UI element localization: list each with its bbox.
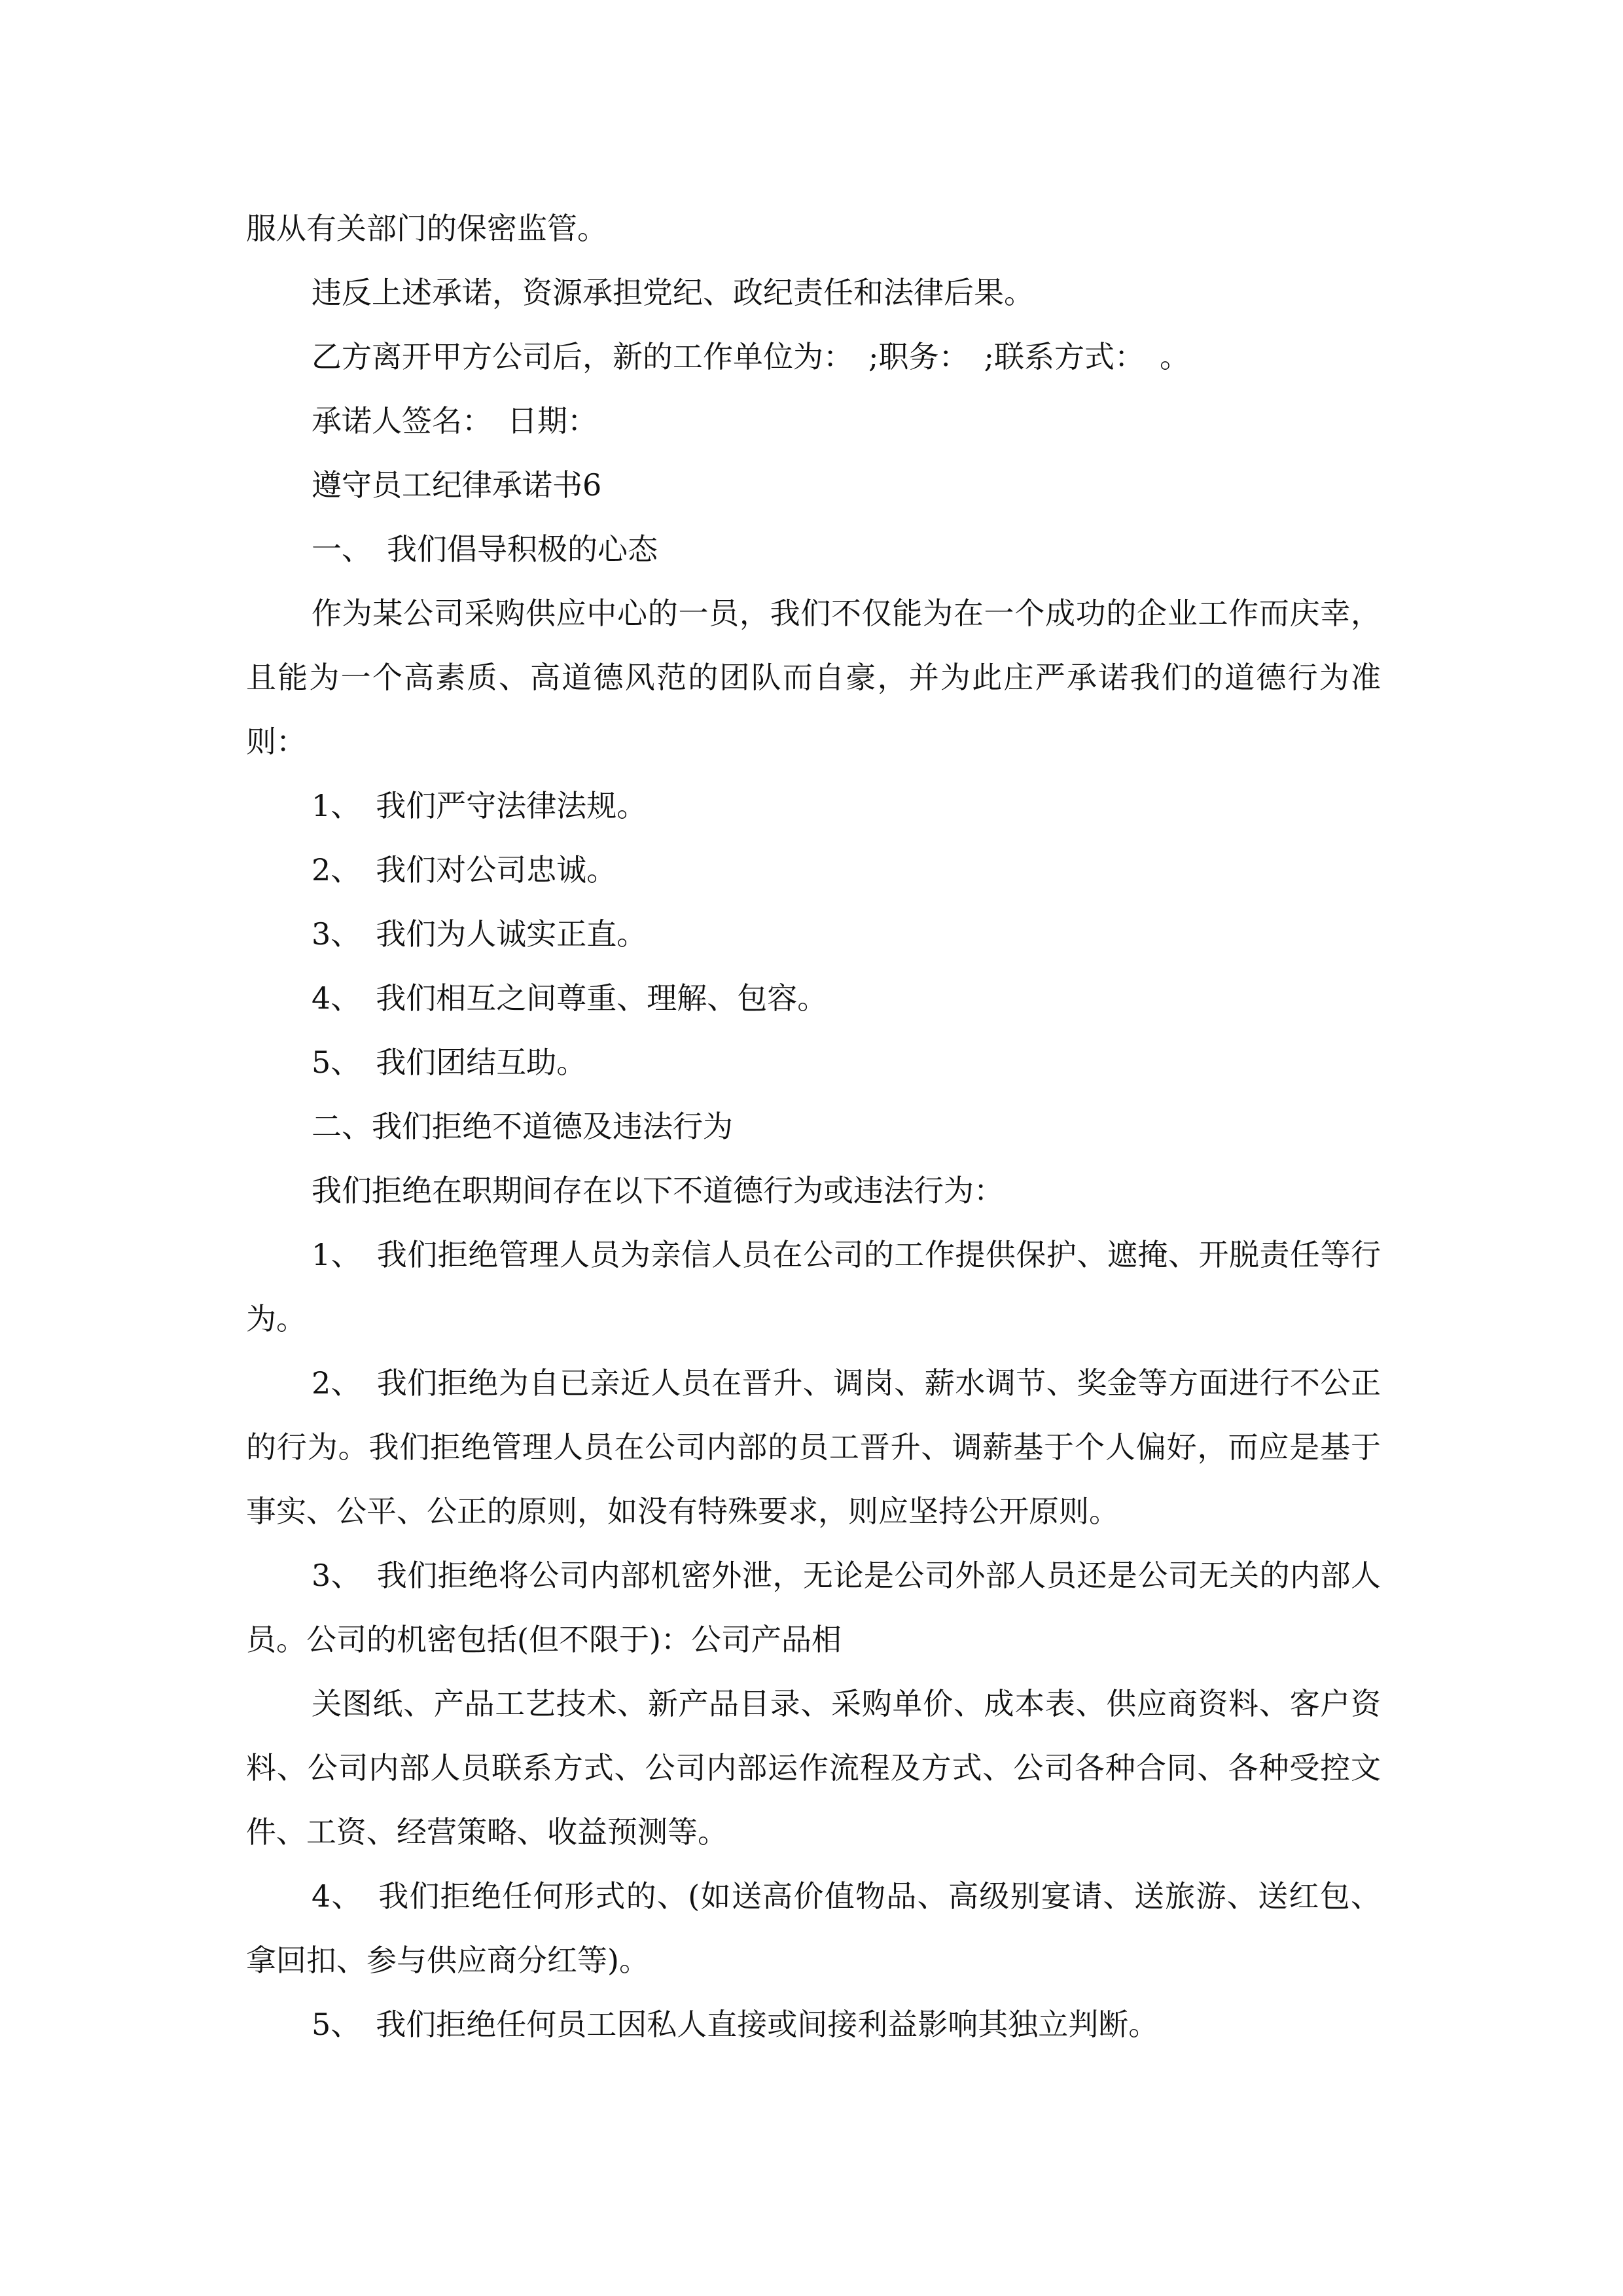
section-title: 遵守员工纪律承诺书6 (312, 467, 602, 503)
paragraph: 承诺人签名： 日期： (312, 403, 597, 439)
list-item: 4、 我们相互之间尊重、理解、包容。 (312, 980, 828, 1016)
list-item: 3、 我们为人诚实正直。 (312, 916, 647, 952)
document-body (246, 196, 1381, 2056)
list-item: 2、 我们对公司忠诚。 (312, 852, 617, 888)
paragraph: 违反上述承诺，资源承担党纪、政纪责任和法律后果。 (312, 275, 1034, 310)
paragraph: 关图纸、产品工艺技术、新产品目录、采购单价、成本表、供应商资料、客户资料、公司内部人员联系方式、公司内部运作流程及方式、公司各种合同、各种受控文件、工资、经营策略、收益预测等。 (246, 1686, 1381, 1850)
list-item: 5、 我们团结互助。 (312, 1045, 587, 1080)
list-item: 1、 我们严守法律法规。 (312, 788, 647, 823)
list-item: 4、 我们拒绝任何形式的、(如送高价值物品、高级别宴请、送旅游、送红包、拿回扣、参与供应商分红等)。 (246, 1878, 1381, 1978)
list-item: 3、 我们拒绝将公司内部机密外泄，无论是公司外部人员还是公司无关的内部人员。公司的机密包括(但不限于)：公司产品相 (246, 1558, 1381, 1657)
list-item: 1、 我们拒绝管理人员为亲信人员在公司的工作提供保护、遮掩、开脱责任等行为。 (246, 1237, 1381, 1336)
paragraph: 服从有关部门的保密监管。 (246, 211, 607, 246)
list-item: 2、 我们拒绝为自已亲近人员在晋升、调岗、薪水调节、奖金等方面进行不公正的行为。我们拒绝管理人员在公司内部的员工晋升、调薪基于个人偏好，而应是基于事实、公平、公正的原则，如没有特殊要求，则应坚持公开原则。 (246, 1365, 1381, 1529)
paragraph: 乙方离开甲方公司后，新的工作单位为： ;职务： ;联系方式： 。 (312, 339, 1190, 374)
paragraph: 作为某公司采购供应中心的一员，我们不仅能为在一个成功的企业工作而庆幸，且能为一个高素质、高道德风范的团队而自豪，并为此庄严承诺我们的道德行为准则： (246, 596, 1381, 759)
paragraph: 我们拒绝在职期间存在以下不道德行为或违法行为： (312, 1173, 1004, 1208)
section-heading: 二、我们拒绝不道德及违法行为 (312, 1109, 733, 1144)
section-heading: 一、 我们倡导积极的心态 (312, 531, 658, 567)
list-item: 5、 我们拒绝任何员工因私人直接或间接利益影响其独立判断。 (312, 2007, 1159, 2042)
